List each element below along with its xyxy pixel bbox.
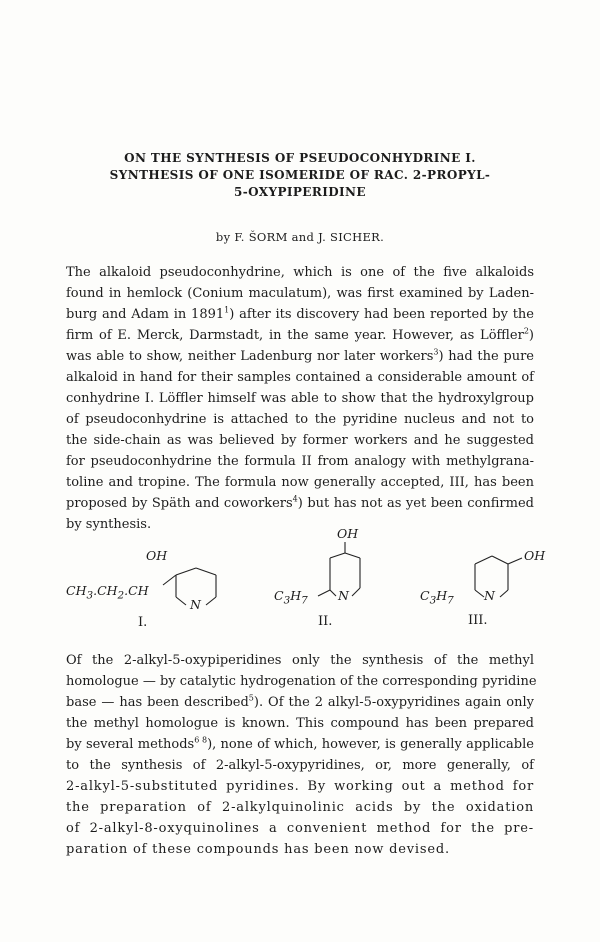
text-line: alkaloid in hand for their samples contained a considerable amount of [66,370,534,385]
footnote-ref: 1 [224,305,230,315]
text-line: firm of E. Merck, Darmstadt, in the same year. However, as Löffler$^2$) [66,326,534,343]
paragraph-intro [66,262,534,535]
structure-formula-3 [420,540,560,635]
hydroxyl-label: OH [524,548,546,563]
footnote-ref: 3 [433,347,439,357]
text-line: was able to show, neither Ladenburg nor later workers$^3$) had the pure [66,347,534,364]
text-line: toline and tropine. The formula now generally accepted, III, has been [66,475,534,490]
text-line: for pseudoconhydrine the formula II from analogy with methylgrana- [66,454,534,469]
text-line: of pseudoconhydrine is attached to the pyridine nucleus and not to [66,412,534,427]
text-line: found in hemlock (Conium maculatum), was first examined by Laden- [66,286,534,301]
hydroxyl-label: OH [146,548,168,563]
text-line: by several methods$^{6 8}$), none of which, however, is generally applicable [66,735,534,752]
nitrogen-label: N [484,588,495,603]
hydroxyl-label: OH [337,526,359,541]
footnote-ref: 2 [523,326,529,336]
text-line: 2-alkyl-5-substituted pyridines. By working out a method for [66,779,534,794]
text-line: by synthesis. [66,517,152,532]
propyl-label: $C_3H_7$ [274,588,308,607]
nitrogen-label: N [338,588,349,603]
text-line: the methyl homologue is known. This compound has been prepared [66,716,534,731]
formula-number: II. [318,614,333,629]
side-chain-label: $CH_3.CH_2.CH$ [66,583,149,602]
text-line: the side-chain as was believed by former workers and he suggested [66,433,534,448]
authors-line: by F. ŠORM and J. SICHER. [215,230,385,244]
footnote-ref: 5 [248,693,254,703]
text-line: burg and Adam in 1891$^1$) after its discovery had been reported by the [66,305,534,322]
text-line: proposed by Späth and coworkers$^4$) but has not as yet been confirmed [66,494,534,511]
formula-number: III. [468,613,488,628]
formula-number: I. [138,615,148,630]
text-line: paration of these compounds has been now devised. [66,842,450,857]
title-line-3: 5-OXYPIPERIDINE [234,185,366,199]
text-line: the preparation of 2-alkylquinolinic acids by the oxidation [66,800,534,815]
structure-formula-1 [66,535,246,635]
text-line: base — has been described$^5$). Of the 2 alkyl-5-oxypyridines again only [66,693,534,710]
text-line: The alkaloid pseudoconhydrine, which is one of the five alkaloids [66,265,534,280]
paragraph-synthesis [66,650,537,860]
title-line-1: ON THE SYNTHESIS OF PSEUDOCONHYDRINE I. [124,151,476,165]
paper-title [60,150,540,201]
text-line: homologue — by catalytic hydrogenation of the corresponding pyridine [66,674,537,689]
propyl-label: $C_3H_7$ [420,588,454,607]
footnote-ref: 4 [292,494,298,504]
structure-formula-2 [270,528,380,635]
footnote-ref: 6 8 [194,735,208,745]
text-line: conhydrine I. Löffler himself was able to show that the hydroxylgroup [66,391,534,406]
text-line: to the synthesis of 2-alkyl-5-oxypyridines, or, more generally, of [66,758,534,773]
title-line-2: SYNTHESIS OF ONE ISOMERIDE OF RAC. 2-PROPYL- [109,168,491,182]
text-line: of 2-alkyl-8-oxyquinolines a convenient method for the pre- [66,821,534,836]
nitrogen-label: N [190,597,201,612]
text-line: Of the 2-alkyl-5-oxypiperidines only the synthesis of the methyl [66,653,534,668]
